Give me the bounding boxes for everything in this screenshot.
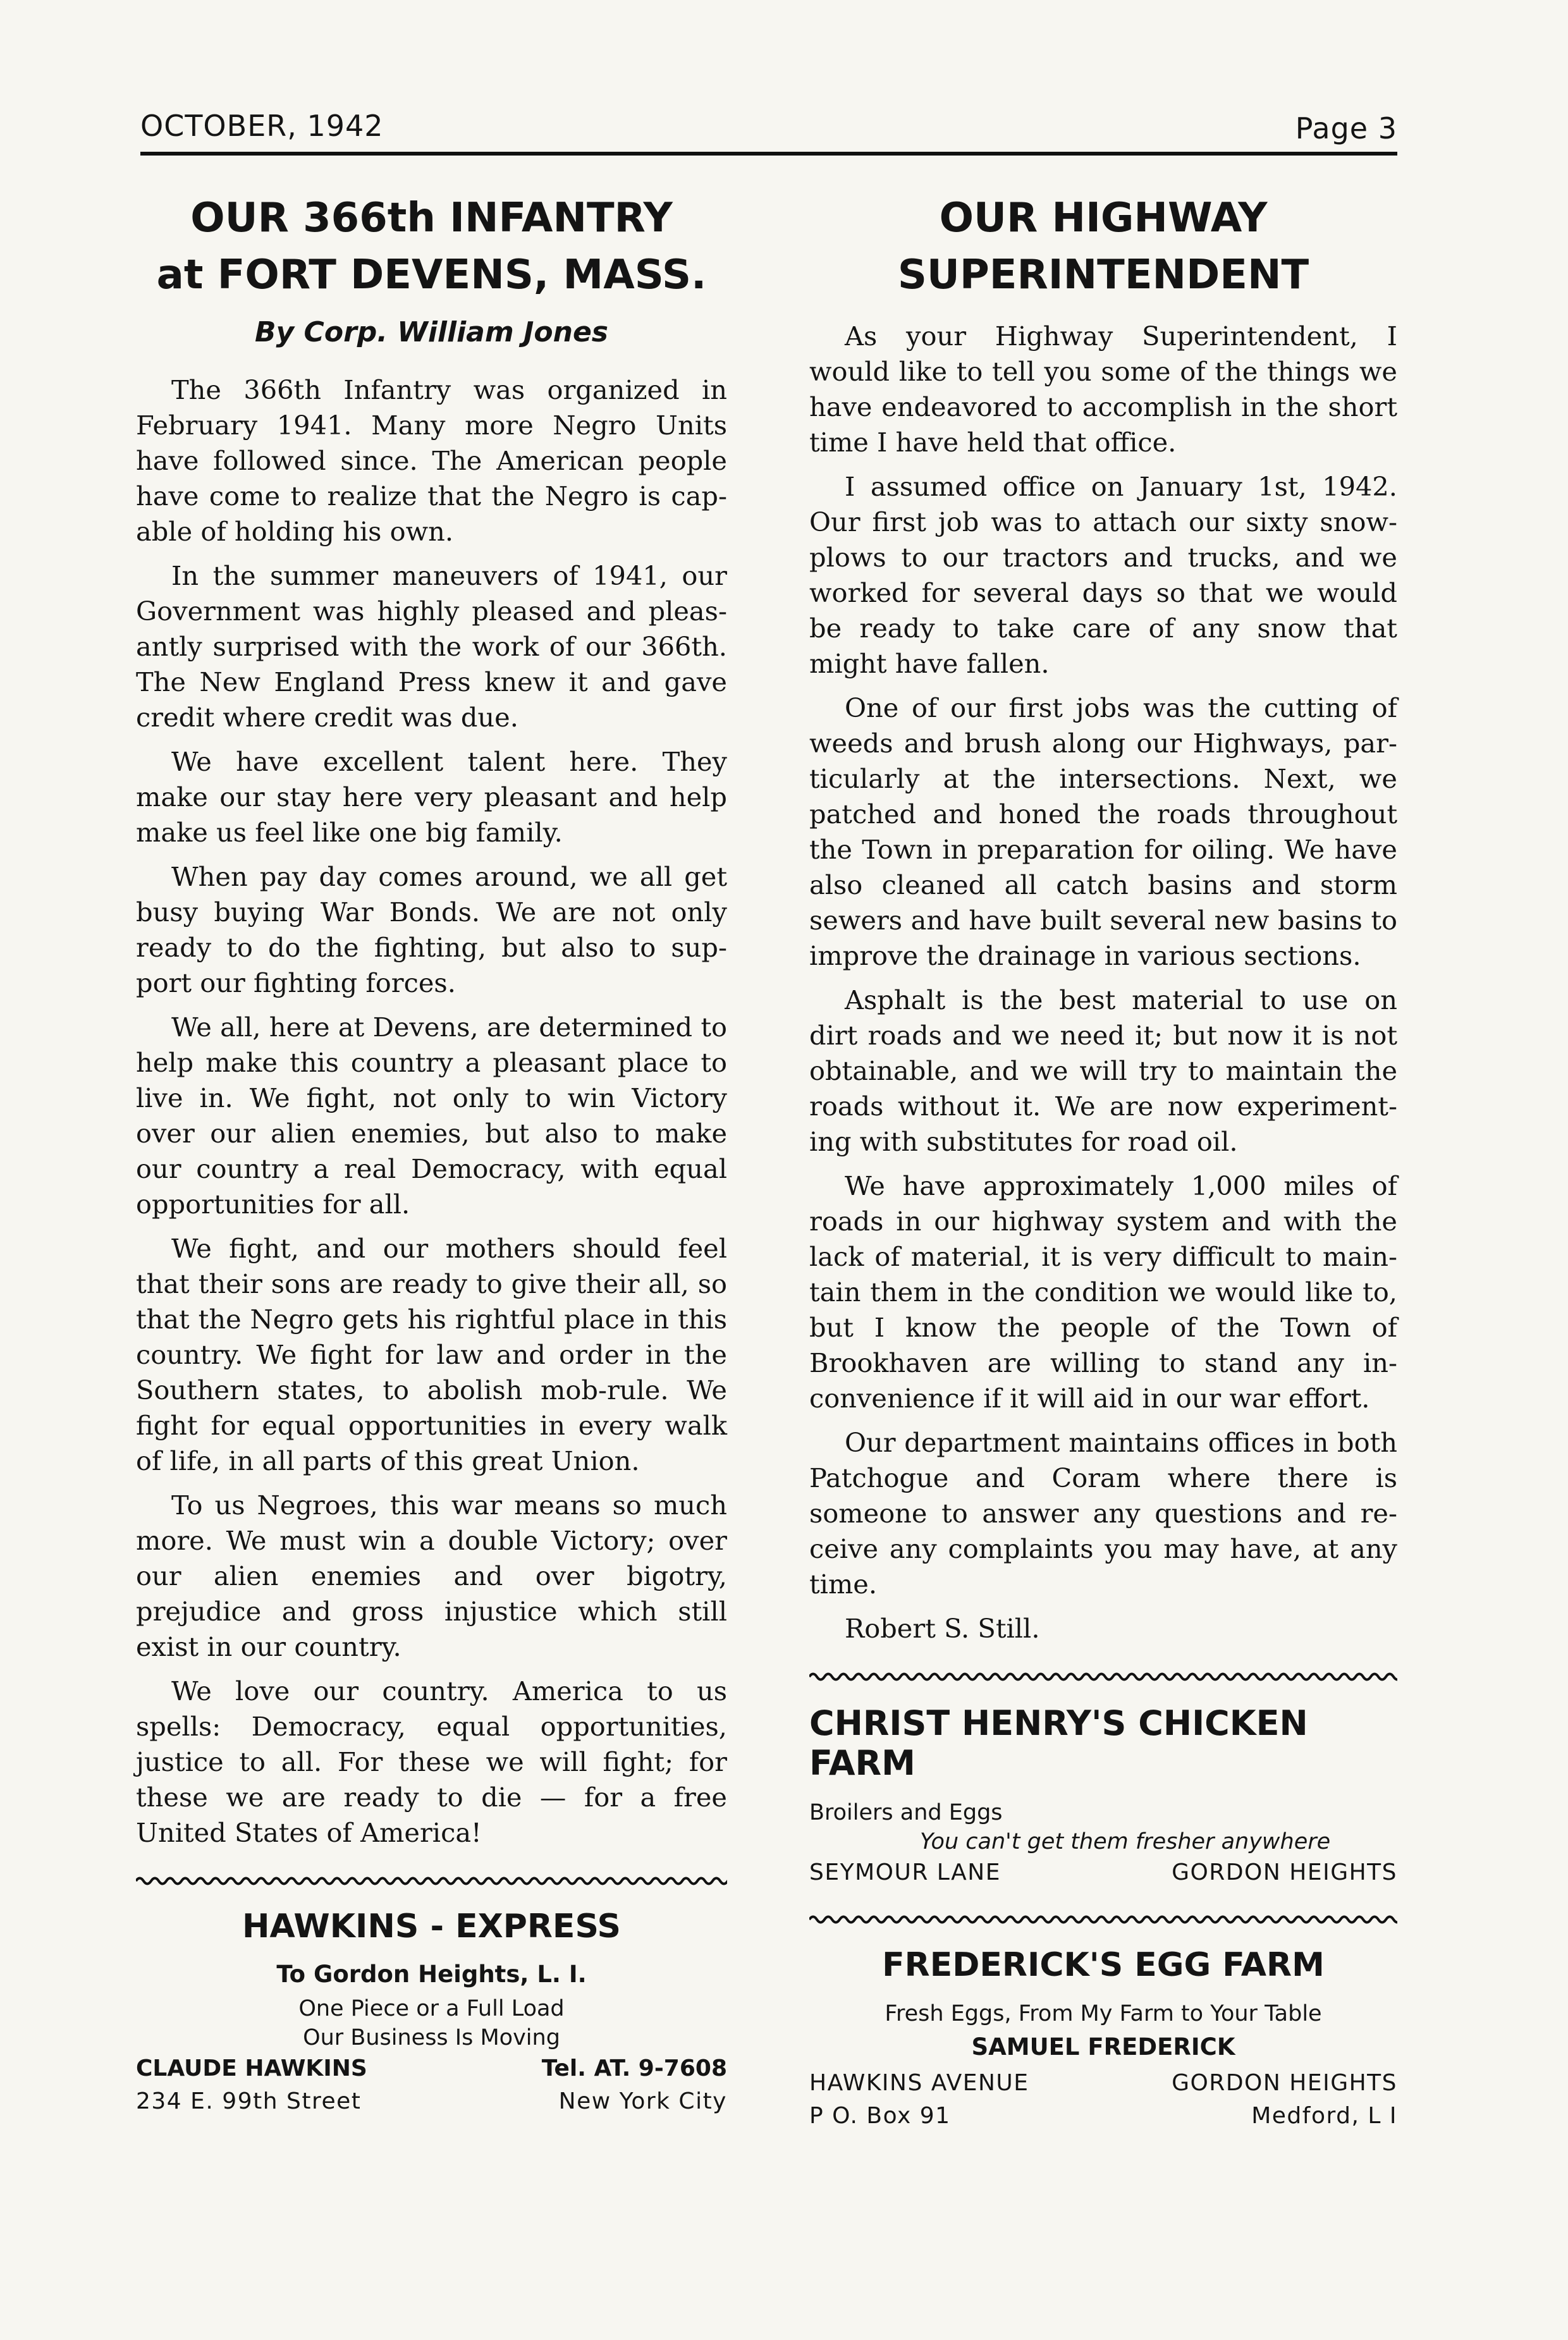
paragraph: We all, here at Devens, are determined to help make this country a pleasant place to live in. We fight, not only to win Victory over our alien enemies, but also to make our country a real Democracy, with equal opportunities for all. (136, 1012, 727, 1220)
ad-address-row (809, 2067, 1397, 2100)
ad-telephone: Tel. AT. 9-7608 (541, 2055, 727, 2081)
right-column (809, 177, 1397, 2133)
wavy-divider (809, 1912, 1397, 1927)
title-line-1: OUR 366th INFANTRY (190, 195, 673, 242)
paragraph: In the summer maneuvers of 1941, our Government was highly pleased and pleas-antly surprised with the work of our 366th. The New England Press knew it and gave credit where credit was due. (136, 560, 727, 733)
ad-street: HAWKINS AVENUE (809, 2070, 1029, 2096)
byline: By Corp. William Jones (255, 316, 608, 348)
title-line-1: OUR HIGHWAY (939, 195, 1268, 242)
chicken-farm-ad (809, 1703, 1397, 1889)
page-header (140, 101, 1397, 156)
ad-contact-row (136, 2052, 727, 2085)
ad-city: New York City (558, 2088, 727, 2114)
title-line-2: at FORT DEVENS, MASS. (156, 252, 707, 298)
ad-address-row (136, 2085, 727, 2118)
ad-owner-name: CLAUDE HAWKINS (136, 2055, 367, 2081)
paragraph: As your Highway Superintendent, I would like to tell you some of the things we have endeavored to accomplish in the short time I have held that office. (809, 321, 1397, 458)
paragraph: We have approximately 1,000 miles of roads in our highway system and with the lack of material, it is very difficult to main-tain them in the condition we would like to, but I know the people of the Town of Brookhaven are willing to stand any in-convenience if it will aid in our war effort. (809, 1170, 1397, 1414)
paragraph: I assumed office on January 1st, 1942. Our first job was to attach our sixty snow-plows to our tractors and trucks, and we worked for several days so that we would be ready to take care of any snow that might have fallen. (809, 471, 1397, 679)
paragraph: To us Negroes, this war means so much more. We must win a double Victory; over our alien enemies and over bigotry, prejudice and gross injustice which still exist in our country. (136, 1490, 727, 1662)
paragraph: The 366th Infantry was organized in February 1941. Many more Negro Units have followed since. The American people have come to realize that the Negro is cap-able of holding his own. (136, 374, 727, 547)
ad-title: HAWKINS - EXPRESS (242, 1908, 622, 1945)
egg-farm-ad (809, 1946, 1397, 2133)
infantry-article (136, 190, 727, 1851)
infantry-article-title (136, 190, 727, 303)
ad-street: SEYMOUR LANE (809, 1859, 1001, 1885)
ad-title: FREDERICK'S EGG FARM (882, 1946, 1325, 1984)
ad-slogan-1: One Piece or a Full Load (298, 1996, 565, 2021)
ad-town: Medford, L I (1251, 2103, 1397, 2129)
ad-locality: GORDON HEIGHTS (1172, 2070, 1397, 2096)
left-column (136, 177, 727, 2118)
page-number: Page 3 (1295, 111, 1397, 145)
ad-subtitle: To Gordon Heights, L. I. (276, 1961, 587, 1988)
paragraph: When pay day comes around, we all get busy buying War Bonds. We are not only ready to do the fighting, but also to sup-port our fighting forces. (136, 861, 727, 998)
ad-mail-row (809, 2100, 1397, 2133)
ad-line-1: Broilers and Eggs (809, 1800, 1003, 1825)
paragraph: Our department maintains offices in both Patchogue and Coram where there is someone to answer any questions and re-ceive any complaints you may have, at any time. (809, 1427, 1397, 1600)
paragraph: We fight, and our mothers should feel that their sons are ready to give their all, so that the Negro gets his rightful place in this country. We fight for law and order in the Southern states, to abolish mob-rule. We fight for equal opportunities in every walk of life, in all parts of this great Union. (136, 1233, 727, 1476)
highway-article-title (809, 190, 1397, 303)
ad-owner-name: SAMUEL FREDERICK (971, 2033, 1235, 2061)
wavy-divider (809, 1669, 1397, 1684)
hawkins-express-ad (136, 1908, 727, 2118)
ad-slogan: Fresh Eggs, From My Farm to Your Table (885, 2001, 1322, 2026)
ad-po-box: P O. Box 91 (809, 2103, 951, 2129)
ad-slogan-2: Our Business Is Moving (303, 2025, 560, 2050)
paragraph: Asphalt is the best material to use on dirt roads and we need it; but now it is not obtainable, and we will try to maintain the roads without it. We are now experiment-ing with substitutes for road oil. (809, 984, 1397, 1157)
ad-locality: GORDON HEIGHTS (1172, 1859, 1397, 1885)
ad-line-2: You can't get them fresher anywhere (920, 1829, 1331, 1854)
issue-date: OCTOBER, 1942 (140, 109, 384, 143)
ad-street: 234 E. 99th Street (136, 2088, 362, 2114)
paragraph: We have excellent talent here. They make our stay here very pleasant and help make us feel like one big family. (136, 746, 727, 848)
wavy-divider (136, 1873, 727, 1889)
paragraph: One of our first jobs was the cutting of weeds and brush along our Highways, par-ticularly at the intersections. Next, we patched and honed the roads throughout the Town in preparation for oiling. We have also cleaned all catch basins and storm sewers and have built several new basins to improve the drainage in various sections. (809, 692, 1397, 971)
ad-address-row (809, 1856, 1397, 1889)
paragraph: We love our country. America to us spells: Democracy, equal opportunities, justice to all. For these we will fight; for these we are ready to die — for a free United States of America! (136, 1675, 727, 1848)
title-line-2: SUPERINTENDENT (897, 252, 1309, 298)
author-signature: Robert S. Still. (845, 1613, 1040, 1644)
highway-article (809, 190, 1397, 1646)
ad-title: CHRIST HENRY'S CHICKEN FARM (809, 1703, 1308, 1783)
